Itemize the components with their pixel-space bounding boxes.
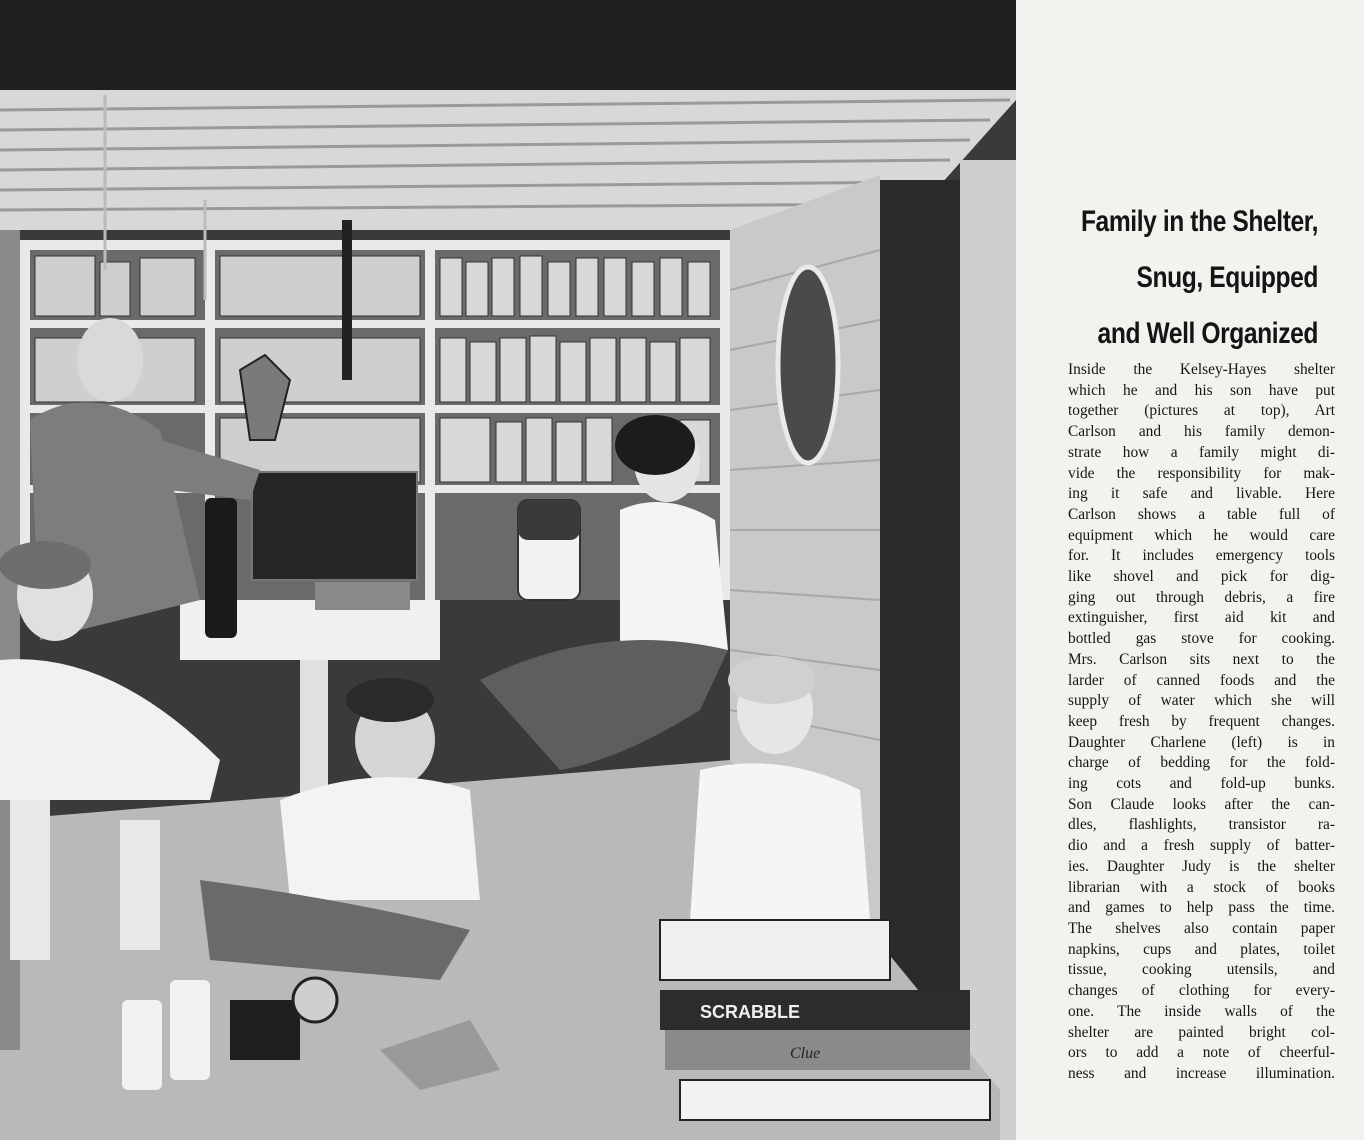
body-line: supply of water which she will xyxy=(1068,692,1335,710)
body-line: like shovel and pick for dig- xyxy=(1068,568,1335,586)
body-line: ies. Daughter Judy is the shelter xyxy=(1068,857,1335,875)
body-line: larder of canned foods and the xyxy=(1068,671,1335,689)
fire-extinguisher xyxy=(205,498,237,638)
body-line: tissue, cooking utensils, and xyxy=(1068,961,1335,979)
body-line: shelter are painted bright col- xyxy=(1068,1023,1335,1041)
camp-stove xyxy=(252,472,417,580)
headline-line: Snug, Equipped xyxy=(1136,261,1318,294)
body-line: The shelves also contain paper xyxy=(1068,919,1335,937)
body-line: dles, flashlights, transistor ra- xyxy=(1068,816,1335,834)
ceiling-beam xyxy=(0,0,1016,90)
body-line: together (pictures at top), Art xyxy=(1068,402,1335,420)
body-line: and games to help pass the time. xyxy=(1068,899,1335,917)
body-line: keep fresh by frequent changes. xyxy=(1068,712,1335,730)
scrabble-label: SCRABBLE xyxy=(700,1002,801,1022)
body-line: ging out through debris, a fire xyxy=(1068,588,1335,606)
body-line: Son Claude looks after the can- xyxy=(1068,795,1335,813)
body-line: ing it safe and livable. Here xyxy=(1068,485,1335,503)
body-line: extinguisher, first aid kit and xyxy=(1068,609,1335,627)
body-line: ors to add a note of cheerful- xyxy=(1068,1044,1335,1062)
body-line: strate how a family might di- xyxy=(1068,443,1335,461)
article-body xyxy=(1068,360,1335,1085)
body-line: Carlson shows a table full of xyxy=(1068,505,1335,523)
clue-label: Clue xyxy=(790,1045,821,1062)
body-line: one. The inside walls of the xyxy=(1068,1002,1335,1020)
body-line: Inside the Kelsey-Hayes shelter xyxy=(1068,361,1335,378)
headline-line: and Well Organized xyxy=(1097,317,1318,350)
body-line: equipment which he would care xyxy=(1068,526,1335,544)
body-line: ing cots and fold-up bunks. xyxy=(1068,775,1335,793)
body-line: napkins, cups and plates, toilet xyxy=(1068,940,1335,958)
body-line: for. It includes emergency tools xyxy=(1068,547,1335,565)
body-line: which he and his son have put xyxy=(1068,381,1335,399)
body-line: librarian with a stock of books xyxy=(1068,878,1335,896)
body-line: Daughter Charlene (left) is in xyxy=(1068,733,1335,751)
body-line: dio and a fresh supply of batter- xyxy=(1068,837,1335,855)
headline xyxy=(1072,194,1318,362)
headline-line: Family in the Shelter, xyxy=(1080,205,1318,238)
body-line: vide the responsibility for mak- xyxy=(1068,464,1335,482)
body-line: ness and increase illumination. xyxy=(1068,1064,1335,1082)
body-line: changes of clothing for every- xyxy=(1068,982,1335,1000)
body-line: Mrs. Carlson sits next to the xyxy=(1068,650,1335,668)
body-line: charge of bedding for the fold- xyxy=(1068,754,1335,772)
round-shelf xyxy=(778,267,838,463)
article-text-column xyxy=(1016,0,1364,1140)
body-line: Carlson and his family demon- xyxy=(1068,423,1335,441)
body-line: bottled gas stove for cooking. xyxy=(1068,630,1335,648)
